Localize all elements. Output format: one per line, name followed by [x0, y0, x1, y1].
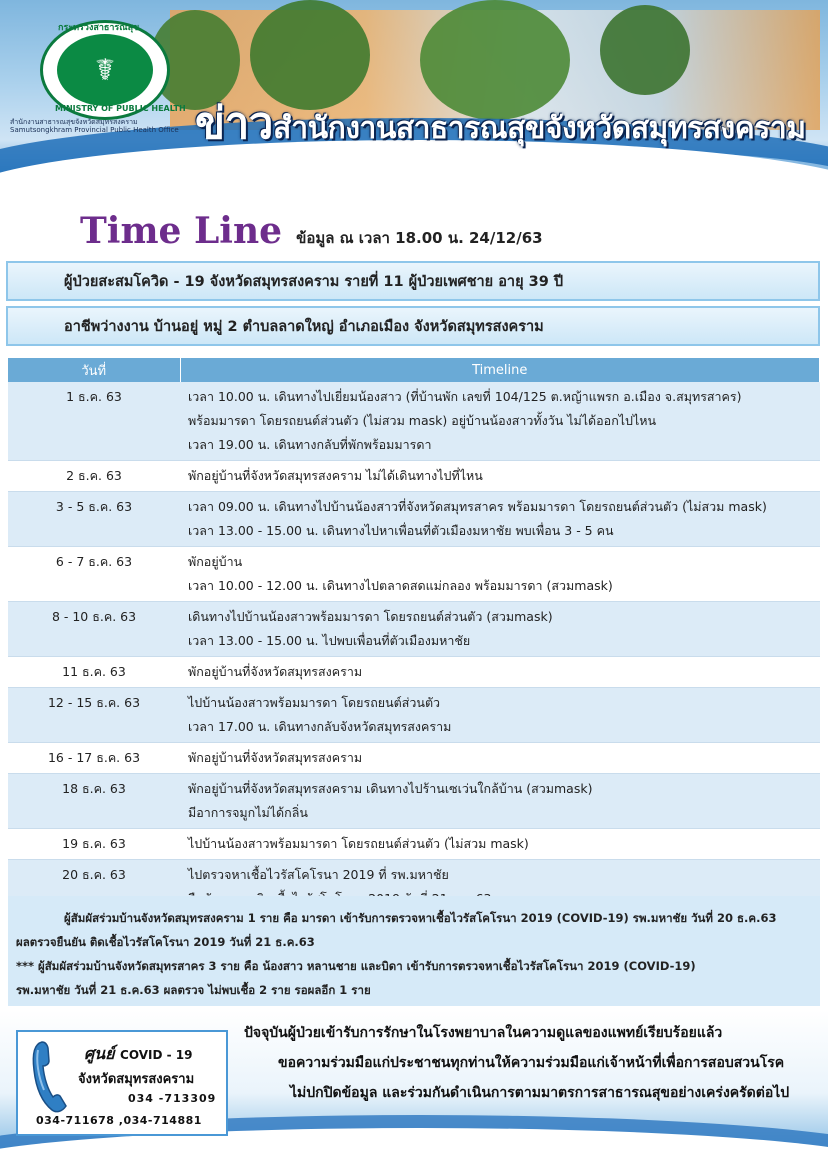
timeline-line: พร้อมมารดา โดยรถยนต์ส่วนตัว (ไม่สวม mask) อยู่บ้านน้องสาวทั้งวัน ไม่ได้ออกไปไหน — [188, 413, 657, 428]
office-small-en: Samutsongkhram Provincial Public Health Office — [10, 126, 179, 135]
contacts-line: *** ผู้สัมผัสร่วมบ้านจังหวัดสมุทรสาคร 3 ราย คือ น้องสาว หลานชาย และบิดา เข้ารับการตรวจหาเชื้อไวรัสโคโรนา 2019 (COVID-19) — [16, 959, 696, 973]
table-row — [8, 774, 820, 829]
page-title: Time Line — [80, 210, 283, 252]
timeline-line: ไปบ้านน้องสาวพร้อมมารดา โดยรถยนต์ส่วนตัว — [188, 695, 441, 710]
patient-occupation-box — [6, 306, 820, 346]
patient-info-box — [6, 261, 820, 301]
timeline-line: พักอยู่บ้านที่จังหวัดสมุทรสงคราม — [188, 664, 363, 679]
row-date: 16 - 17 ธ.ค. 63 — [8, 743, 180, 774]
timeline-line: เวลา 10.00 น. เดินทางไปเยี่ยมน้องสาว (ที่บ้านพัก เลขที่ 104/125 ต.หญ้าแพรก อ.เมือง จ.สมุทรสาคร) — [188, 389, 742, 404]
ministry-name-en: MINISTRY OF PUBLIC HEALTH — [55, 104, 186, 113]
contacts-box — [8, 896, 820, 1006]
contacts-line: ผลตรวจยืนยัน ติดเชื้อไวรัสโคโรนา 2019 วันที่ 21 ธ.ค.63 — [16, 935, 315, 949]
row-date: 1 ธ.ค. 63 — [8, 382, 180, 461]
row-timeline — [180, 829, 820, 860]
table-row — [8, 492, 820, 547]
table-row — [8, 602, 820, 657]
table-row — [8, 461, 820, 492]
row-timeline — [180, 492, 820, 547]
center-title — [84, 1042, 192, 1067]
row-date: 2 ธ.ค. 63 — [8, 461, 180, 492]
row-date: 8 - 10 ธ.ค. 63 — [8, 602, 180, 657]
table-row — [8, 547, 820, 602]
footer-message-3: ไม่ปกปิดข้อมูล และร่วมกันดำเนินการตามมาตรการสาธารณสุขอย่างเคร่งครัดต่อไป — [290, 1085, 790, 1101]
patient-info-line2: อาชีพว่างงาน บ้านอยู่ หมู่ 2 ตำบลลาดใหญ่ อำเภอเมือง จังหวัดสมุทรสงคราม — [64, 318, 544, 335]
timeline-line: พักอยู่บ้านที่จังหวัดสมุทรสงคราม ไม่ได้เดินทางไปที่ไหน — [188, 468, 483, 483]
banner-title — [195, 88, 805, 158]
table-row — [8, 743, 820, 774]
office-small-th: สำนักงานสาธารณสุขจังหวัดสมุทรสงคราม — [10, 118, 138, 126]
row-timeline — [180, 602, 820, 657]
timeline-line: เวลา 13.00 - 15.00 น. ไปพบเพื่อนที่ตัวเมืองมหาชัย — [188, 633, 471, 648]
timeline-line: พักอยู่บ้านที่จังหวัดสมุทรสงคราม เดินทางไปร้านเซเว่นใกล้บ้าน (สวมmask) — [188, 781, 593, 796]
row-date: 20 ธ.ค. 63 — [8, 860, 180, 915]
timeline-line: ไปตรวจหาเชื้อไวรัสโคโรนา 2019 ที่ รพ.มหาชัย — [188, 867, 449, 882]
timeline-line: เดินทางไปบ้านน้องสาวพร้อมมารดา โดยรถยนต์ส่วนตัว (สวมmask) — [188, 609, 553, 624]
center-phone-1: 034 -713309 — [128, 1092, 217, 1105]
timeline-line: พักอยู่บ้าน — [188, 554, 243, 569]
row-timeline — [180, 382, 820, 461]
caduceus-icon: ☤ — [57, 34, 153, 106]
timeline-line: เวลา 09.00 น. เดินทางไปบ้านน้องสาวที่จังหวัดสมุทรสาคร พร้อมมารดา โดยรถยนต์ส่วนตัว (ไม่สวม mask) — [188, 499, 767, 514]
timeline-line: เวลา 10.00 - 12.00 น. เดินทางไปตลาดสดแม่กลอง พร้อมมารดา (สวมmask) — [188, 578, 613, 593]
office-small-text — [10, 118, 210, 135]
col-header-timeline: Timeline — [180, 358, 820, 382]
ministry-name-th: กระทรวงสาธารณสุข — [58, 23, 140, 33]
timeline-line: เวลา 19.00 น. เดินทางกลับที่พักพร้อมมารดา — [188, 437, 432, 452]
tree-shape — [600, 5, 690, 95]
center-province: จังหวัดสมุทรสงคราม — [78, 1072, 195, 1087]
table-row — [8, 382, 820, 461]
row-date: 3 - 5 ธ.ค. 63 — [8, 492, 180, 547]
timeline-table-body — [8, 382, 820, 946]
row-timeline — [180, 547, 820, 602]
row-timeline — [180, 461, 820, 492]
row-date: 19 ธ.ค. 63 — [8, 829, 180, 860]
footer-message-2: ขอความร่วมมือแก่ประชาชนทุกท่านให้ความร่วมมือแก่เจ้าหน้าที่เพื่อการสอบสวนโรค — [278, 1055, 785, 1071]
patient-info-line1: ผู้ป่วยสะสมโควิด - 19 จังหวัดสมุทรสงคราม รายที่ 11 ผู้ป่วยเพศชาย อายุ 39 ปี — [64, 273, 564, 290]
covid-center-box — [16, 1030, 228, 1136]
office-name: สำนักงานสาธารณสุขจังหวัดสมุทรสงคราม — [273, 111, 806, 146]
row-timeline — [180, 657, 820, 688]
footer-message-1: ปัจจุบันผู้ป่วยเข้ารับการรักษาในโรงพยาบาลในความดูแลของแพทย์เรียบร้อยแล้ว — [244, 1025, 723, 1041]
contacts-line: รพ.มหาชัย วันที่ 21 ธ.ค.63 ผลตรวจ ไม่พบเชื้อ 2 ราย รอผลอีก 1 ราย — [16, 983, 371, 997]
contacts-line: ผู้สัมผัสร่วมบ้านจังหวัดสมุทรสงคราม 1 ราย คือ มารดา เข้ารับการตรวจหาเชื้อไวรัสโคโรนา 2019 (COVID-19) รพ.มหาชัย วันที่ 20 ธ.ค.63 — [64, 911, 777, 925]
timeline-line: มีอาการจมูกไม่ได้กลิ่น — [188, 805, 308, 820]
header-banner — [0, 0, 828, 200]
table-row — [8, 688, 820, 743]
timeline-table — [8, 358, 820, 946]
center-phone-2: 034-711678 ,034-714881 — [36, 1114, 202, 1127]
row-date: 18 ธ.ค. 63 — [8, 774, 180, 829]
timeline-line: เวลา 13.00 - 15.00 น. เดินทางไปหาเพื่อนที่ตัวเมืองมหาชัย พบเพื่อน 3 - 5 คน — [188, 523, 614, 538]
row-date: 11 ธ.ค. 63 — [8, 657, 180, 688]
timeline-line: ไปบ้านน้องสาวพร้อมมารดา โดยรถยนต์ส่วนตัว (ไม่สวม mask) — [188, 836, 529, 851]
timeline-line: พักอยู่บ้านที่จังหวัดสมุทรสงคราม — [188, 750, 363, 765]
table-row — [8, 657, 820, 688]
center-title-th: ศูนย์ — [84, 1044, 115, 1063]
phone-icon — [30, 1040, 70, 1114]
timeline-line: เวลา 17.00 น. เดินทางกลับจังหวัดสมุทรสงคราม — [188, 719, 452, 734]
news-word: ข่าว — [195, 98, 273, 149]
timeline-heading — [80, 210, 543, 252]
row-date: 12 - 15 ธ.ค. 63 — [8, 688, 180, 743]
row-timeline — [180, 774, 820, 829]
row-date: 6 - 7 ธ.ค. 63 — [8, 547, 180, 602]
row-timeline — [180, 743, 820, 774]
col-header-date: วันที่ — [8, 358, 180, 382]
data-timestamp: ข้อมูล ณ เวลา 18.00 น. 24/12/63 — [296, 229, 543, 247]
row-timeline — [180, 688, 820, 743]
table-header-row — [8, 358, 820, 382]
center-title-en: COVID - 19 — [120, 1048, 193, 1062]
table-row — [8, 829, 820, 860]
